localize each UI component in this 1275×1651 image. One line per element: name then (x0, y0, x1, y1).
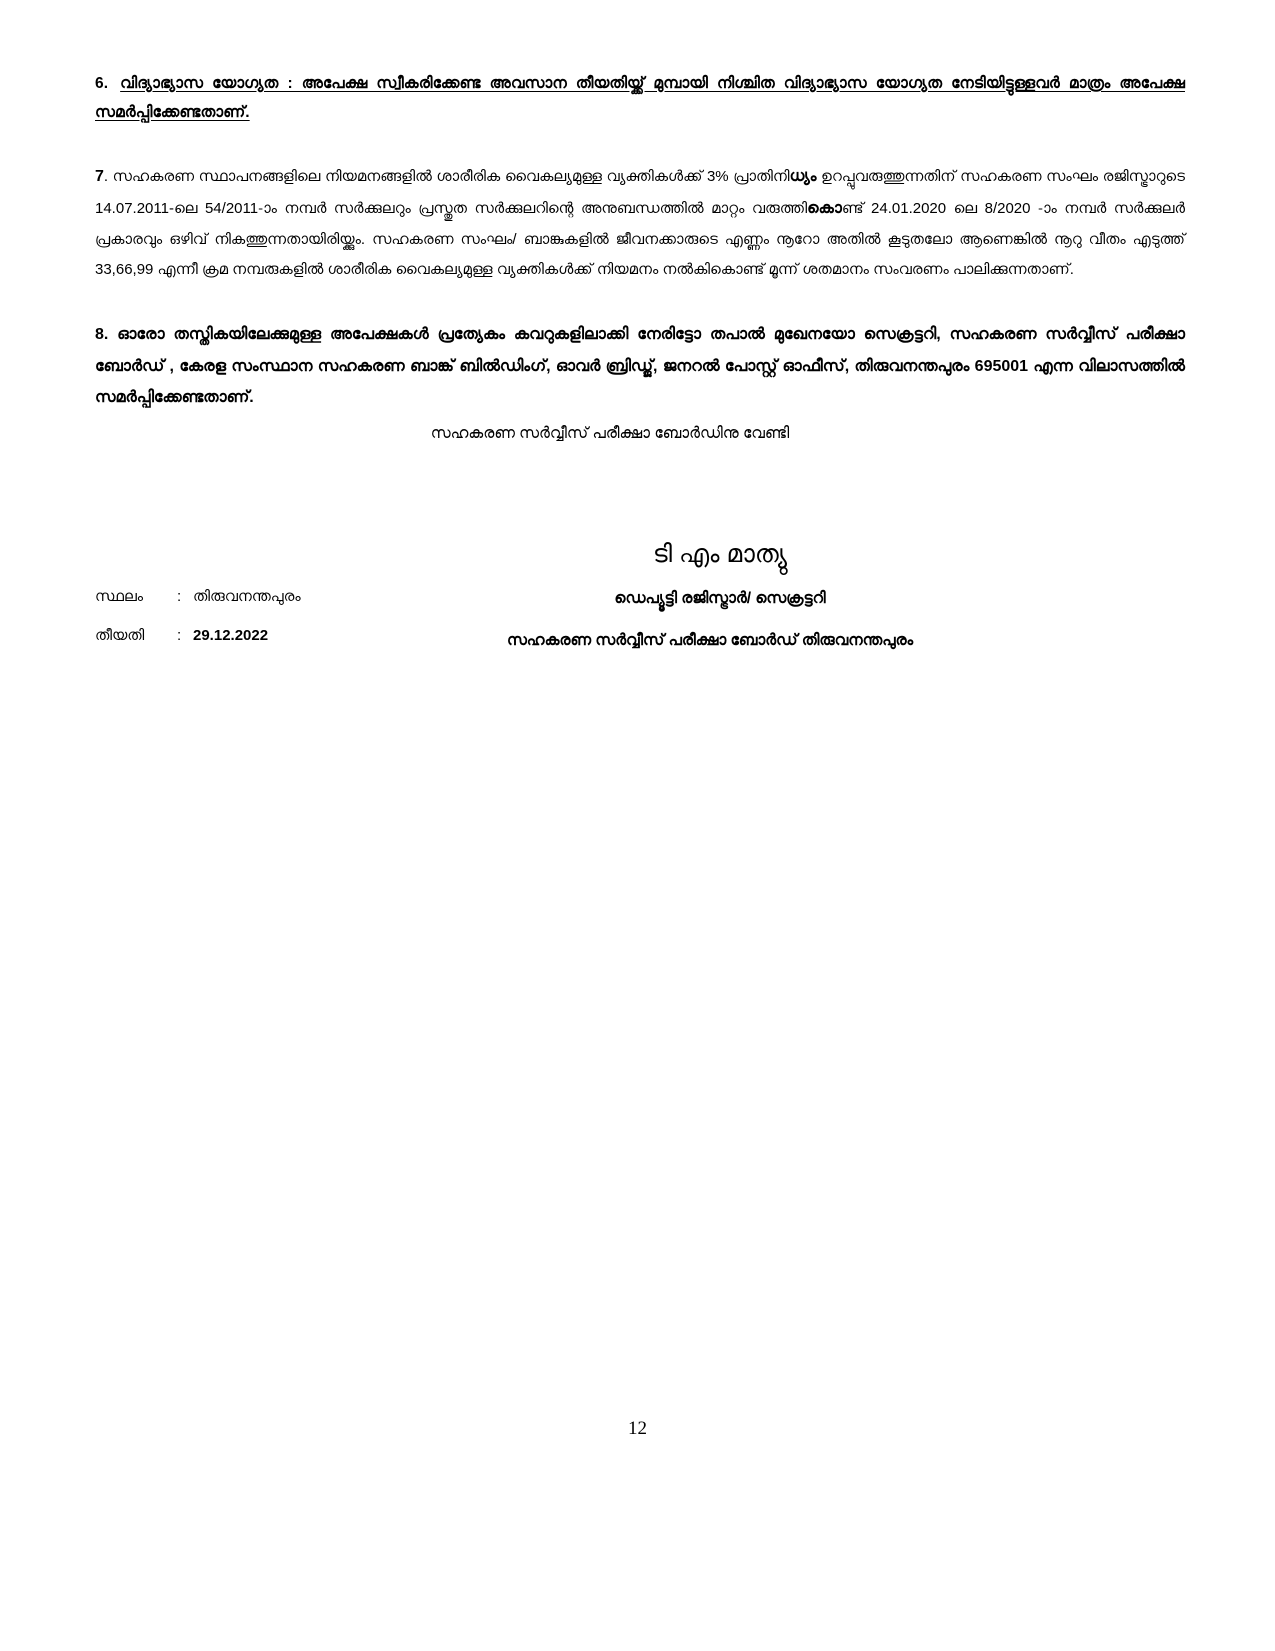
paragraph-8 (95, 319, 1185, 413)
paragraph-6 (95, 70, 1185, 127)
paragraph-7-segment-2: ധ്യം (789, 168, 817, 186)
paragraph-6-number: 6. (95, 75, 109, 92)
paragraph-7-number: 7 (95, 168, 104, 186)
date-colon: : (177, 627, 182, 644)
paragraph-8-text: ഓരോ തസ്തികയിലേക്കുമുള്ള അപേക്ഷകൾ പ്രത്യേകം കവറുകളിലാക്കി നേരിട്ടോ തപാൽ മുഖേനയോ സെക്രട്ടറി, സഹകരണ സർവ്വീസ് പരീക്ഷാ ബോർഡ് , കേരള സംസ്ഥാന സഹകരണ ബാങ്ക് ബിൽഡിംഗ്, ഓവർ ബ്രിഡ്ജ്, ജനറൽ പോസ്റ്റ് ഓഫീസ്, തിരുവനന്തപുരം 695001 എന്ന വിലാസത്തിൽ സമർപ്പിക്കേണ്ടതാണ്. (95, 326, 1185, 406)
signer-designation: ഡെപ്യൂട്ടി രജിസ്ട്രാർ/ സെക്രട്ടറി (614, 590, 826, 607)
place-row (95, 588, 301, 605)
date-value: 29.12.2022 (193, 627, 269, 644)
paragraph-7-segment-4: കൊ (807, 200, 842, 218)
document-body (95, 70, 1186, 649)
board-address-line: സഹകരണ സർവ്വീസ് പരീക്ഷാ ബോർഡ് തിരുവനന്തപുരം (506, 632, 914, 649)
place-colon: : (177, 588, 182, 605)
paragraph-6-text: വിദ്യാഭ്യാസ യോഗ്യത : അപേക്ഷ സ്വീകരിക്കേണ്ട അവസാന തീയതിയ്ക്ക് മുമ്പായി നിശ്ചിത വിദ്യാഭ്യാസ യോഗ്യത നേടിയിട്ടുള്ളവർ മാത്രം അപേക്ഷ സമർപ്പിക്കേണ്ടതാണ്. (95, 75, 1185, 121)
paragraph-7-segment-1: . സഹകരണ സ്ഥാപനങ്ങളിലെ നിയമനങ്ങളിൽ ശാരീരിക വൈകല്യമുള്ള വ്യക്തികൾക്ക് 3% പ്രാതിനി (103, 168, 790, 186)
paragraph-8-number: 8. (95, 326, 109, 344)
paragraph-7-segment-5: ണ്ട് 24.01.2020 ലെ 8/2020 -ാം നമ്പർ സർക്കുലർ പ്രകാരവും ഒഴിവ് നികത്തുന്നതായിരിയ്ക്കും. സഹകരണ സംഘം/ ബാങ്കുകളിൽ ജീവനക്കാരുടെ എണ്ണം നൂറോ അതിൽ കൂടുതലോ ആണെങ്കിൽ നൂറു വീതം എടുത്ത് 33,66,99 എന്നീ ക്രമ നമ്പരുകളിൽ ശാരീരിക വൈകല്യമുള്ള വ്യക്തികൾക്ക് നിയമനം നൽകികൊണ്ട് മൂന്ന് ശതമാനം സംവരണം പാലിക്കുന്നതാണ്. (95, 200, 1186, 279)
date-label: തീയതി (95, 627, 145, 644)
paragraph-7-segment-3: ഉറപ്പുവരുത്തുന്നതിന് സഹകരണ സംഘം രജിസ്ട്രാറുടെ 14.07.2011-ലെ 54/2011-ാം നമ്പർ സർക്കുലറും പ്രസ്തുത സർക്കുലറിന്റെ അനുബന്ധത്തിൽ മാറ്റം വരുത്തി (95, 168, 1185, 218)
place-label: സ്ഥലം (95, 588, 144, 605)
place-value: തിരുവനന്തപുരം (193, 588, 301, 605)
paragraph-7 (95, 161, 1185, 285)
for-board-line: സഹകരണ സർവ്വീസ് പരീക്ഷാ ബോർഡിനു വേണ്ടി (430, 425, 790, 442)
signer-name: ടി എം മാത്യു (652, 540, 788, 568)
date-row (95, 627, 301, 644)
page-number: 12 (628, 1418, 647, 1439)
place-date-block (95, 588, 301, 666)
